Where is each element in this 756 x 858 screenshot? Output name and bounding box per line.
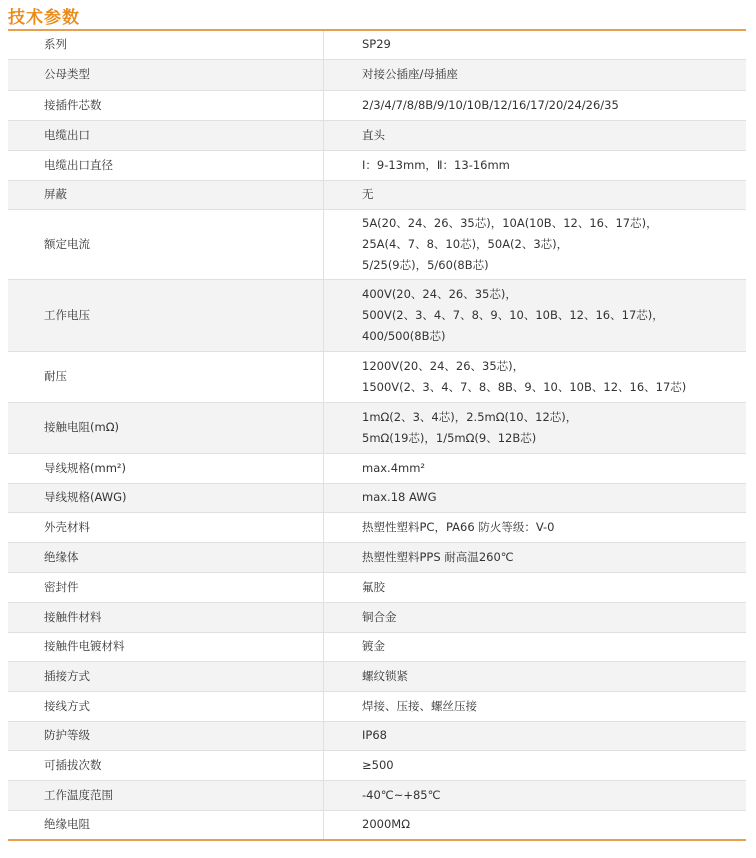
spec-value [324, 661, 747, 691]
spec-row [8, 30, 746, 59]
spec-value [324, 30, 747, 59]
spec-value-line: 直头 [362, 127, 385, 142]
spec-row [8, 542, 746, 572]
spec-value-line: 铜合金 [362, 609, 397, 624]
spec-value-line: 无 [362, 187, 374, 201]
spec-row [8, 572, 746, 602]
spec-value-line: -40℃~+85℃ [362, 787, 441, 802]
spec-key: 防护等级 [8, 721, 324, 750]
spec-value [324, 90, 747, 120]
spec-value [324, 351, 747, 402]
spec-value-line: 氟胶 [362, 579, 385, 594]
spec-key: 工作温度范围 [8, 780, 324, 810]
spec-row [8, 351, 746, 402]
spec-value [324, 810, 747, 840]
spec-row [8, 150, 746, 180]
spec-key: 额定电流 [8, 209, 324, 279]
spec-value [324, 750, 747, 780]
spec-row [8, 691, 746, 721]
spec-value [324, 780, 747, 810]
spec-row [8, 120, 746, 150]
spec-key: 密封件 [8, 572, 324, 602]
spec-row [8, 810, 746, 840]
spec-row [8, 59, 746, 90]
spec-value-line: IP68 [362, 728, 387, 742]
spec-key: 电缆出口直径 [8, 150, 324, 180]
spec-row [8, 483, 746, 512]
spec-value-line: max.18 AWG [362, 490, 437, 504]
spec-row [8, 209, 746, 279]
spec-value [324, 120, 747, 150]
spec-key: 接插件芯数 [8, 90, 324, 120]
spec-key: 公母类型 [8, 59, 324, 90]
spec-row [8, 750, 746, 780]
spec-value-line: 25A(4、7、8、10芯)，50A(2、3芯)， [362, 236, 569, 251]
spec-value-line: 热塑性塑料PC，PA66 防火等级：V-0 [362, 519, 555, 534]
spec-value [324, 180, 747, 209]
spec-key: 外壳材料 [8, 512, 324, 542]
spec-value [324, 483, 747, 512]
spec-row [8, 453, 746, 483]
spec-value-line: 1500V(2、3、4、7、8、8B、9、10、10B、12、16、17芯) [362, 379, 687, 394]
spec-row [8, 402, 746, 453]
spec-row [8, 632, 746, 661]
spec-key: 绝缘电阻 [8, 810, 324, 840]
spec-value-line: 螺纹锁紧 [362, 668, 408, 683]
spec-value [324, 721, 747, 750]
spec-key: 接触件电镀材料 [8, 632, 324, 661]
section-title: 技术参数 [8, 8, 80, 28]
spec-value [324, 572, 747, 602]
spec-value-line: 1200V(20、24、26、35芯)， [362, 358, 525, 373]
spec-value-line: 5mΩ(19芯)，1/5mΩ(9、12B芯) [362, 430, 537, 445]
spec-key: 导线规格(AWG) [8, 483, 324, 512]
spec-key: 系列 [8, 30, 324, 59]
spec-value-line: 400/500(8B芯) [362, 328, 446, 343]
spec-key: 可插拔次数 [8, 750, 324, 780]
spec-value-line: 5/25(9芯)，5/60(8B芯) [362, 257, 489, 272]
spec-value [324, 279, 747, 351]
spec-value [324, 209, 747, 279]
spec-table-body [8, 30, 746, 840]
spec-value-line: ≥500 [362, 757, 394, 772]
spec-value-line: Ⅰ：9-13mm，Ⅱ：13-16mm [362, 157, 510, 172]
spec-value [324, 453, 747, 483]
spec-row [8, 721, 746, 750]
spec-value [324, 602, 747, 632]
spec-table [8, 29, 746, 841]
spec-value-line: 5A(20、24、26、35芯)，10A(10B、12、16、17芯)， [362, 215, 658, 230]
spec-row [8, 180, 746, 209]
spec-key: 屏蔽 [8, 180, 324, 209]
spec-value [324, 402, 747, 453]
spec-value-line: 1mΩ(2、3、4芯)，2.5mΩ(10、12芯)， [362, 409, 578, 424]
spec-key: 接线方式 [8, 691, 324, 721]
spec-value-line: 2/3/4/7/8/8B/9/10/10B/12/16/17/20/24/26/35 [362, 97, 619, 112]
spec-key: 导线规格(mm²) [8, 453, 324, 483]
spec-value-line: 镀金 [362, 639, 385, 653]
spec-key: 绝缘体 [8, 542, 324, 572]
spec-value [324, 59, 747, 90]
spec-value [324, 150, 747, 180]
spec-key: 电缆出口 [8, 120, 324, 150]
spec-value-line: 对接公插座/母插座 [362, 67, 458, 81]
spec-row [8, 661, 746, 691]
spec-row [8, 512, 746, 542]
spec-key: 接触件材料 [8, 602, 324, 632]
spec-row [8, 279, 746, 351]
spec-row [8, 90, 746, 120]
spec-value-line: 400V(20、24、26、35芯)， [362, 286, 517, 301]
spec-value-line: 焊接、压接、螺丝压接 [362, 698, 477, 713]
spec-key: 插接方式 [8, 661, 324, 691]
spec-value [324, 632, 747, 661]
spec-row [8, 780, 746, 810]
spec-value-line: SP29 [362, 37, 391, 52]
spec-value [324, 512, 747, 542]
spec-value-line: max.4mm² [362, 460, 426, 475]
spec-row [8, 602, 746, 632]
spec-value [324, 542, 747, 572]
spec-key: 接触电阻(mΩ) [8, 402, 324, 453]
spec-value [324, 691, 747, 721]
spec-key: 工作电压 [8, 279, 324, 351]
spec-key: 耐压 [8, 351, 324, 402]
spec-value-line: 2000MΩ [362, 817, 410, 832]
spec-value-line: 500V(2、3、4、7、8、9、10、10B、12、16、17芯)， [362, 307, 664, 322]
spec-value-line: 热塑性塑料PPS 耐高温260℃ [362, 549, 514, 564]
